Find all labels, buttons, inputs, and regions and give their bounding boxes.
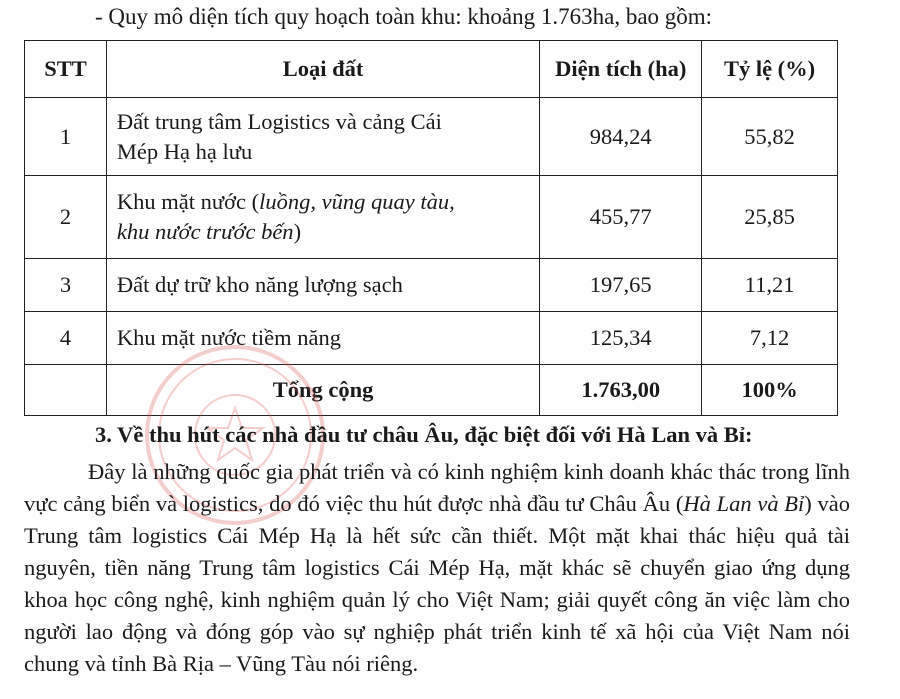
row-land-type [106, 98, 539, 176]
row-ratio: 7,12 [702, 312, 838, 365]
table-total-row [25, 365, 838, 416]
land-type-italic-2: khu nước trước bến [116, 219, 294, 244]
table-row [25, 312, 838, 365]
header-stt: STT [25, 41, 107, 98]
row-stt: 3 [25, 259, 107, 312]
table-row [25, 98, 838, 176]
land-type-suffix: ) [293, 219, 302, 244]
row-area: 984,24 [540, 98, 702, 176]
land-type-prefix: Khu mặt nước ( [116, 189, 260, 214]
land-use-table [24, 40, 838, 416]
table-row [25, 176, 838, 259]
header-land-type: Loại đất [106, 41, 539, 98]
intro-line: - Quy mô diện tích quy hoạch toàn khu: khoảng 1.763ha, bao gồm: [95, 4, 713, 29]
land-type-line2: Mép Hạ hạ lưu [116, 138, 253, 164]
header-area: Diện tích (ha) [540, 41, 702, 98]
row-land-type: Khu mặt nước tiềm năng [106, 312, 539, 365]
header-ratio: Tỷ lệ (%) [702, 41, 838, 98]
paragraph-part-2: ) vào Trung tâm logistics Cái Mép Hạ là hết sức cần thiết. Một mặt khai thác hiệu quả tài nguyên, tiền năng Trung tâm logistics Cái Mép Hạ, mặt khác sẽ chuyển giao ứng dụng khoa học công nghệ, kinh nghiệm quản lý cho Việt Nam; giải quyết công ăn việc làm cho người lao động và đóng góp vào sự nghiệp phát triển kinh tế xã hội của Việt Nam nói chung và tỉnh Bà Rịa – Vũng Tàu nói riêng. [24, 491, 851, 676]
land-type-italic-1: luồng, vũng quay tàu, [259, 189, 455, 214]
row-ratio: 11,21 [702, 259, 838, 312]
table-row [25, 259, 838, 312]
row-ratio: 55,82 [702, 98, 838, 176]
table-header-row [25, 41, 838, 98]
row-land-type: Đất dự trữ kho năng lượng sạch [106, 259, 539, 312]
row-stt: 1 [25, 98, 107, 176]
total-stt-empty [25, 365, 107, 416]
total-ratio: 100% [702, 365, 838, 416]
row-stt: 2 [25, 176, 107, 259]
total-label: Tổng cộng [106, 365, 539, 416]
row-area: 197,65 [540, 259, 702, 312]
row-stt: 4 [25, 312, 107, 365]
row-ratio: 25,85 [702, 176, 838, 259]
paragraph-part-1: Đây là những quốc gia phát triển và có kinh nghiệm kinh doanh khác thác trong lĩnh vực cảng biển và logistics, do đó việc thu hút được nhà đầu tư Châu Âu ( [24, 459, 850, 516]
body-paragraph [24, 456, 850, 680]
total-area: 1.763,00 [540, 365, 702, 416]
land-type-line1: Đất trung tâm Logistics và cảng Cái [116, 108, 442, 134]
paragraph-italic: Hà Lan và Bỉ [683, 491, 805, 516]
row-land-type [106, 176, 539, 259]
row-area: 125,34 [540, 312, 702, 365]
row-area: 455,77 [540, 176, 702, 259]
section-heading: 3. Về thu hút các nhà đầu tư châu Âu, đặc biệt đối với Hà Lan và Bỉ: [95, 422, 753, 447]
